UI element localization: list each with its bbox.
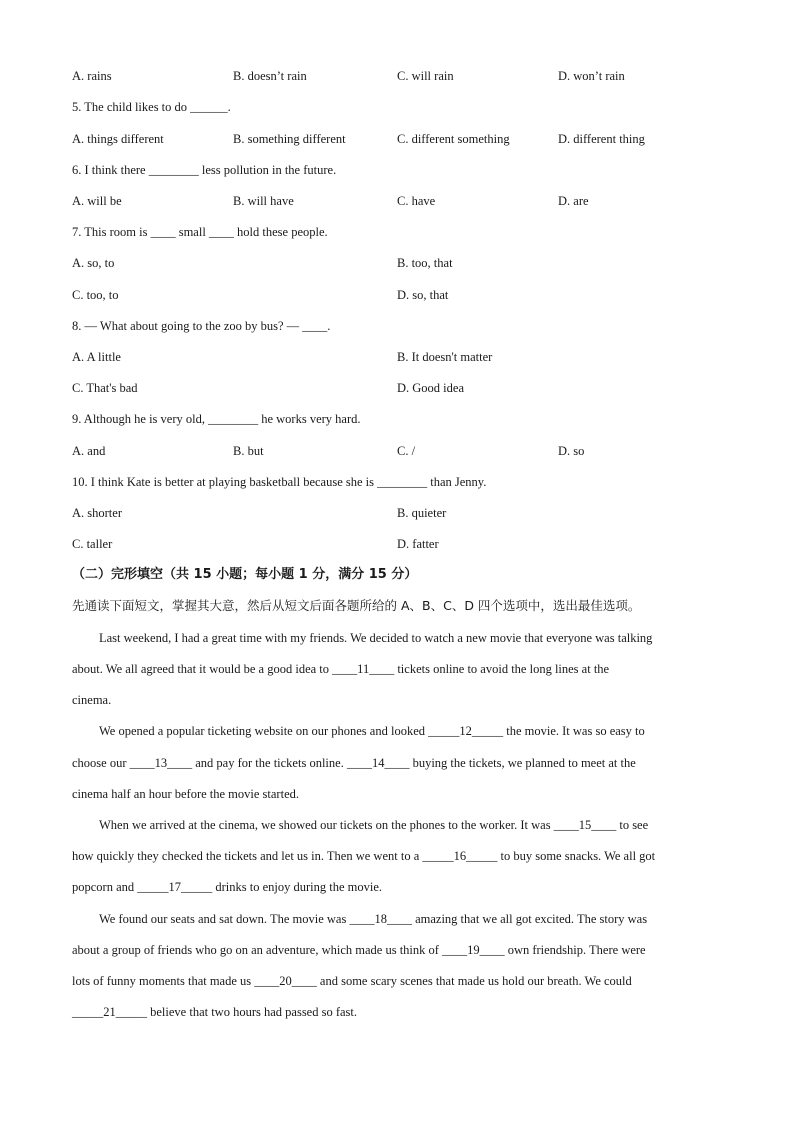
passage-line: cinema half an hour before the movie started. — [72, 787, 299, 801]
q9-option-a: A. and — [72, 444, 106, 458]
q8-stem: 8. — What about going to the zoo by bus? — ____. — [72, 319, 331, 333]
blank-20: ____20____ — [254, 974, 317, 988]
passage-line: We found our seats and sat down. The movie was ____18____ amazing that we all got excited. The story was — [99, 912, 648, 926]
q10-option-b: B. quieter — [397, 506, 447, 520]
q5-stem: 5. The child likes to do ______. — [72, 100, 231, 114]
q6-option-d: D. are — [558, 194, 589, 208]
q8-option-c: C. That's bad — [72, 381, 138, 395]
q10-option-c: C. taller — [72, 537, 113, 551]
section-heading: （二）完形填空（共 15 小题；每小题 1 分，满分 15 分） — [72, 567, 418, 582]
q4-option-d: D. won’t rain — [558, 69, 625, 83]
q4-option-c: C. will rain — [397, 69, 454, 83]
q8-option-d: D. Good idea — [397, 381, 464, 395]
q5-option-c: C. different something — [397, 132, 510, 146]
q7-option-c: C. too, to — [72, 288, 119, 302]
q8-option-b: B. It doesn't matter — [397, 350, 493, 364]
passage-line: about. We all agreed that it would be a good idea to ____11____ tickets online to avoid the long lines at the — [72, 662, 610, 676]
blank-19: ____19____ — [442, 943, 505, 957]
q10-stem: 10. I think Kate is better at playing basketball because she is ________ than Jenny. — [72, 475, 487, 489]
blank-15: ____15____ — [553, 818, 617, 832]
q6-option-c: C. have — [397, 194, 436, 208]
passage-line: Last weekend, I had a great time with my friends. We decided to watch a new movie that everyone was talking — [99, 631, 653, 645]
q6-option-a: A. will be — [72, 194, 122, 208]
q6-option-b: B. will have — [233, 194, 294, 208]
q7-option-b: B. too, that — [397, 256, 453, 270]
q9-option-d: D. so — [558, 444, 585, 458]
q8-option-a: A. A little — [72, 350, 121, 364]
blank-13: ____13____ — [129, 756, 193, 770]
q4-option-a: A. rains — [72, 69, 112, 83]
passage-line: lots of funny moments that made us ____20____ and some scary scenes that made us hold our breath. We could — [72, 974, 632, 988]
passage-line: choose our ____13____ and pay for the tickets online. ____14____ buying the tickets, we planned to meet at the — [72, 756, 636, 770]
passage-line: cinema. — [72, 693, 112, 707]
q10-option-d: D. fatter — [397, 537, 439, 551]
passage-line: _____21_____ believe that two hours had passed so fast. — [72, 1005, 358, 1019]
blank-17: _____17_____ — [137, 880, 213, 894]
q4-option-b: B. doesn’t rain — [233, 69, 307, 83]
passage-line: about a group of friends who go on an adventure, which made us think of ____19____ own friendship. There were — [72, 943, 646, 957]
blank-12: _____12_____ — [428, 724, 504, 738]
blank-16: _____16_____ — [422, 849, 498, 863]
blank-14: ____14____ — [346, 756, 410, 770]
q9-option-c: C. / — [397, 444, 416, 458]
q7-option-d: D. so, that — [397, 288, 449, 302]
q6-stem: 6. I think there ________ less pollution in the future. — [72, 163, 337, 177]
blank-18: ____18____ — [349, 912, 412, 926]
q9-option-b: B. but — [233, 444, 264, 458]
blank-11: ____11____ — [332, 662, 395, 676]
q5-option-b: B. something different — [233, 132, 346, 146]
passage-line: When we arrived at the cinema, we showed our tickets on the phones to the worker. It was ____15____ to see — [99, 818, 649, 832]
q7-stem: 7. This room is ____ small ____ hold these people. — [72, 225, 328, 239]
q5-option-a: A. things different — [72, 132, 164, 146]
section-instruction: 先通读下面短文，掌握其大意，然后从短文后面各题所给的 A、B、C、D 四个选项中，选出最佳选项。 — [72, 598, 641, 613]
q7-option-a: A. so, to — [72, 256, 115, 270]
q9-stem: 9. Although he is very old, ________ he works very hard. — [72, 412, 361, 426]
q5-option-d: D. different thing — [558, 132, 645, 146]
q10-option-a: A. shorter — [72, 506, 122, 520]
passage-line: We opened a popular ticketing website on our phones and looked _____12_____ the movie. It was so easy to — [99, 724, 645, 738]
passage-line: how quickly they checked the tickets and let us in. Then we went to a _____16_____ to buy some snacks. We all got — [72, 849, 656, 863]
blank-21: _____21_____ — [72, 1005, 147, 1019]
passage-line: popcorn and _____17_____ drinks to enjoy during the movie. — [72, 880, 383, 894]
